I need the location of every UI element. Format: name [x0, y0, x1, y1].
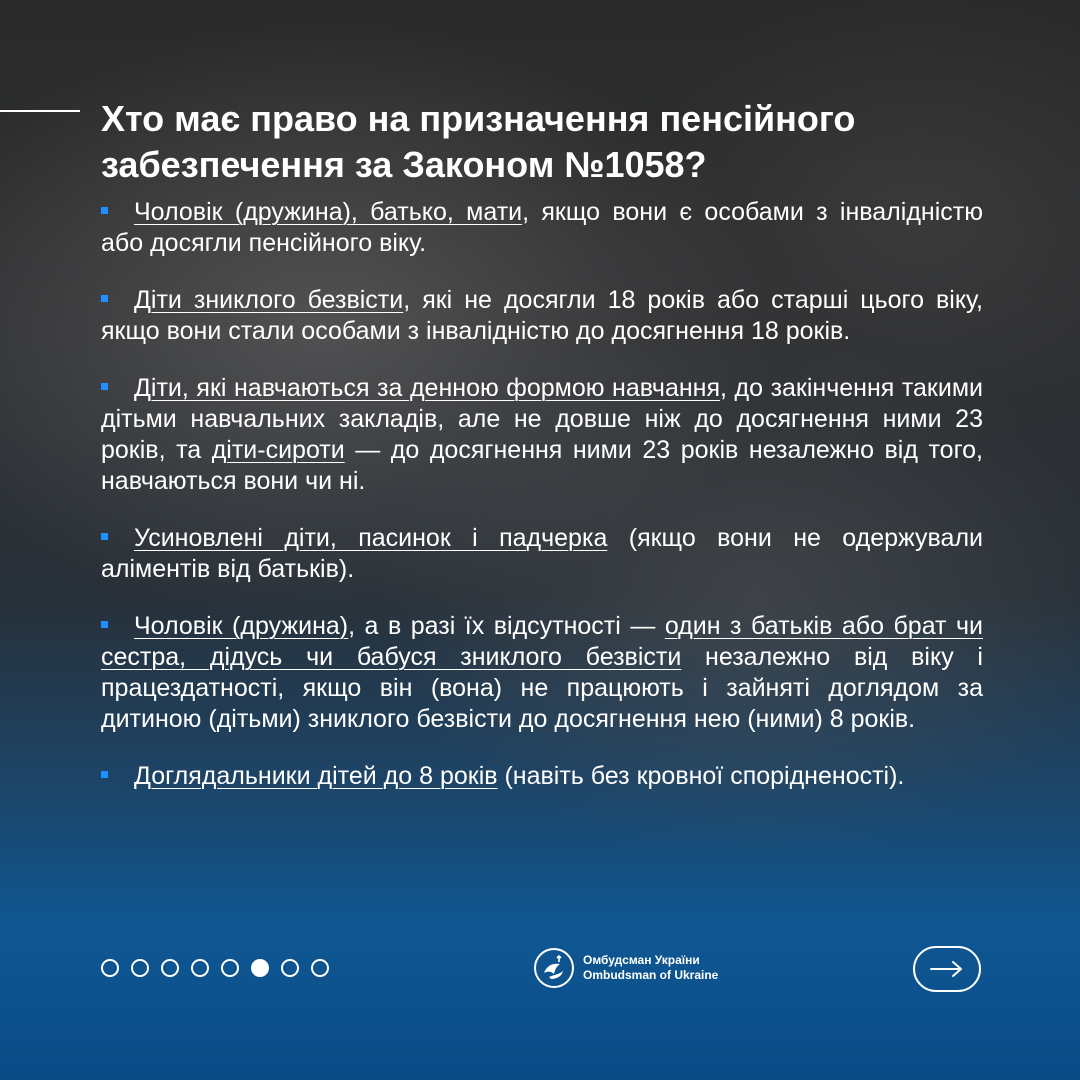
list-item-link[interactable]: Усиновлені діти, пасинок і падчерка [134, 524, 608, 552]
bullet-icon [101, 771, 108, 778]
bullet-icon [101, 207, 108, 214]
pagination-dot[interactable] [221, 959, 239, 977]
list-item [101, 761, 983, 792]
list-item-link[interactable]: Діти, які навчаються за денною формою навчання [134, 374, 721, 402]
list-item-text-secondary: незалежно від віку і працездатності, якщо він (вона) не працюють і зайняті доглядом за дитиною (дітьми) зниклого безвісти до досягнення нею (ними) 8 років. [101, 643, 983, 733]
list-item-text: (навіть без кровної спорідненості). [497, 762, 905, 790]
pagination-dot[interactable] [311, 959, 329, 977]
list-item-text: (якщо вони не одержували аліментів від батьків). [101, 524, 983, 583]
bullet-icon [101, 533, 108, 540]
list-item-text: , до закінчення такими дітьми навчальних закладів, але не довше ніж до досягнення ними 23 років, та [101, 374, 983, 464]
ombudsman-logo [533, 947, 718, 989]
logo-line-uk: Омбудсман України [583, 953, 700, 967]
pagination-dot[interactable] [161, 959, 179, 977]
bullet-icon [101, 383, 108, 390]
list-item-text: , якщо вони є особами з інвалідністю або досягли пенсійного віку. [101, 198, 983, 257]
list-item-link[interactable]: Чоловік (дружина) [134, 612, 349, 640]
bullet-icon [101, 295, 108, 302]
list-item-link-secondary[interactable]: діти-сироти [211, 436, 345, 464]
next-slide-button[interactable] [913, 946, 981, 992]
ombudsman-emblem-icon [533, 947, 575, 989]
arrow-right-icon [929, 960, 965, 978]
list-item [101, 197, 983, 259]
page-title: Хто має право на призначення пенсійного забезпечення за Законом №1058? [101, 98, 856, 185]
list-item-link-secondary[interactable]: один з батьків або брат чи сестра, дідусь чи бабуся зниклого безвісти [101, 612, 983, 671]
list-item [101, 373, 983, 497]
list-item-text: , а в разі їх відсутності — [348, 612, 665, 640]
pagination-dot[interactable] [131, 959, 149, 977]
list-item-text: , які не досягли 18 років або старші цього віку, якщо вони стали особами з інвалідністю до досягнення 18 років. [101, 286, 983, 345]
decorative-rule [0, 110, 80, 112]
logo-line-en: Ombudsman of Ukraine [583, 968, 719, 982]
pagination-dot[interactable] [281, 959, 299, 977]
list-item-link[interactable]: Діти зниклого безвісти [134, 286, 404, 314]
list-item [101, 611, 983, 735]
list-item [101, 523, 983, 585]
pagination-dot[interactable] [251, 959, 269, 977]
list-item-link[interactable]: Чоловік (дружина), батько, мати [134, 198, 523, 226]
list-item-link[interactable]: Доглядальники дітей до 8 років [134, 762, 498, 790]
bullet-icon [101, 621, 108, 628]
eligibility-list [101, 197, 983, 818]
list-item [101, 285, 983, 347]
slide-pagination [101, 959, 329, 977]
pagination-dot[interactable] [101, 959, 119, 977]
list-item-text-secondary: — до досягнення ними 23 років незалежно від того, навчаються вони чи ні. [101, 436, 983, 495]
pagination-dot[interactable] [191, 959, 209, 977]
